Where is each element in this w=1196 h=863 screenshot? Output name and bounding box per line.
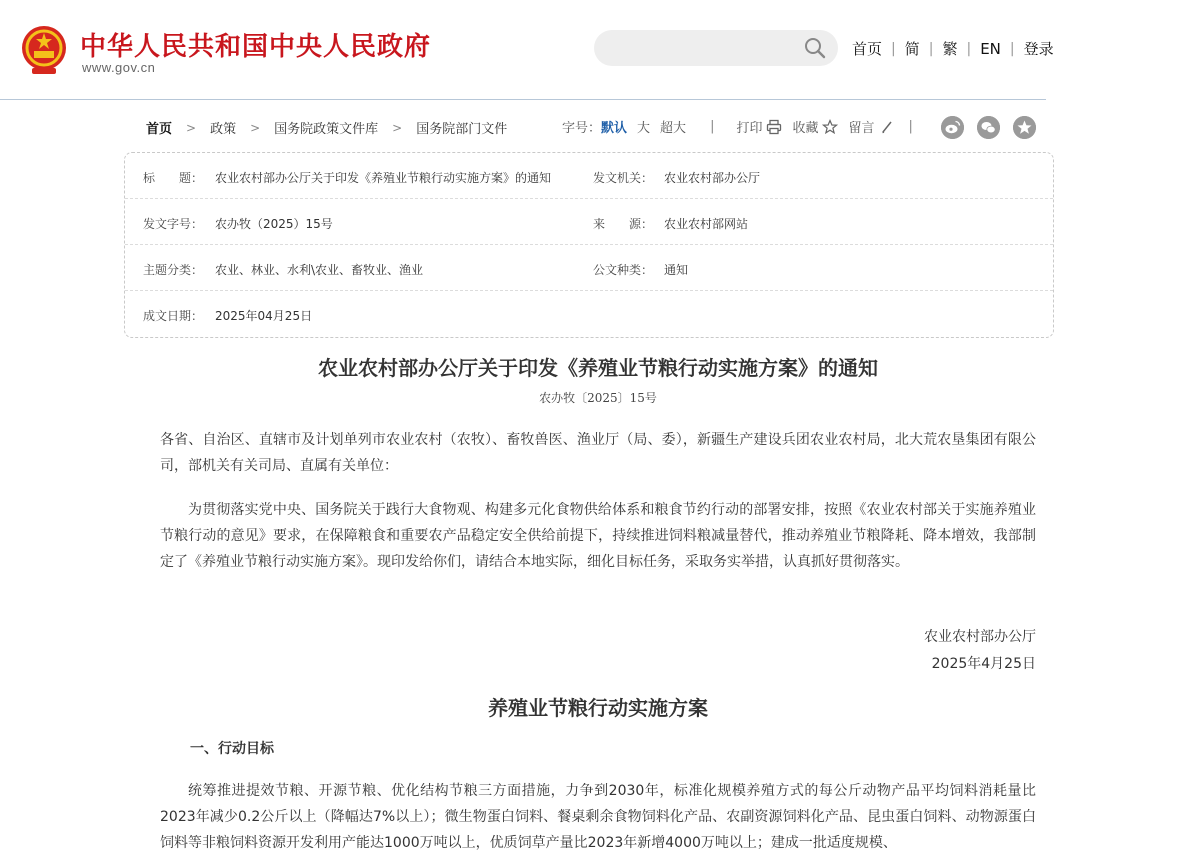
nav-simplified[interactable]: 简 [904, 40, 920, 58]
favorite-button[interactable]: 收藏 [792, 121, 819, 136]
breadcrumb-policy-library[interactable]: 国务院政策文件库 [274, 122, 379, 137]
meta-type-key: 公文种类： [593, 263, 654, 277]
font-size-xlarge-button[interactable]: 超大 [660, 121, 687, 136]
nav-separator: | [966, 40, 972, 57]
signer: 农业农村部办公厅 [924, 629, 1036, 645]
pencil-icon[interactable] [879, 119, 895, 135]
meta-topic-key: 主题分类： [143, 263, 204, 277]
meta-row [125, 245, 1053, 291]
search-input[interactable] [594, 30, 838, 66]
meta-row [125, 153, 1053, 199]
breadcrumb-toolbar-row [0, 112, 1046, 142]
meta-title-value: 农业农村部办公厅关于印发《养殖业节粮行动实施方案》的通知 [215, 171, 552, 185]
toolbar-divider: | [710, 119, 715, 134]
article-tools [562, 117, 913, 136]
meta-issuer-value: 农业农村部办公厅 [664, 171, 761, 185]
search-icon[interactable] [804, 37, 826, 59]
nav-english[interactable]: EN [980, 39, 1001, 58]
chevron-right-icon: > [392, 120, 403, 135]
meta-type-value: 通知 [664, 263, 689, 277]
breadcrumb-policy[interactable]: 政策 [210, 122, 237, 137]
meta-source-value: 农业农村部网站 [664, 217, 749, 231]
breadcrumb [146, 118, 507, 137]
nav-separator: | [928, 40, 934, 57]
meta-title-key: 标 题： [143, 171, 204, 185]
addressee-paragraph: 各省、自治区、直辖市及计划单列市农业农村（农牧）、畜牧兽医、渔业厅（局、委），新疆生产建设兵团农业农村局，北大荒农垦集团有限公司，部机关有关司局、直属有关单位： [160, 432, 1036, 474]
star-outline-icon[interactable] [822, 119, 838, 135]
meta-date-value: 2025年04月25日 [215, 309, 313, 323]
document-number: 农办牧〔2025〕15号 [539, 391, 657, 405]
site-title[interactable]: 中华人民共和国中央人民政府 [80, 32, 432, 62]
section-heading: 一、行动目标 [190, 741, 274, 757]
font-size-default-button[interactable]: 默认 [601, 121, 628, 136]
section-paragraph: 统筹推进提效节粮、开源节粮、优化结构节粮三方面措施，力争到2030年，标准化规模养殖方式的每公斤动物产品平均饲料消耗量比2023年减少0.2公斤以上（降幅达7%以上）；微生物蛋白饲料、餐桌剩余食物饲料化产品、农副资源饲料化产品、昆虫蛋白饲料、动物源蛋白饲料等非粮饲料资源开发利用产能达1000万吨以上，优质饲草产量比2023年新增4000万吨以上；建成一批适度规模、 [160, 783, 1036, 851]
meta-date-key: 成文日期： [143, 309, 204, 323]
meta-docno-value: 农办牧（2025）15号 [215, 217, 333, 231]
chevron-right-icon: > [250, 120, 261, 135]
meta-issuer-key: 发文机关： [593, 171, 654, 185]
font-size-large-button[interactable]: 大 [637, 121, 651, 136]
site-header [0, 0, 1054, 100]
comment-button[interactable]: 留言 [848, 121, 875, 136]
article-title: 农业农村部办公厅关于印发《养殖业节粮行动实施方案》的通知 [318, 356, 878, 380]
toolbar-divider: | [908, 119, 913, 134]
nav-login[interactable]: 登录 [1023, 40, 1054, 58]
printer-icon[interactable] [766, 119, 782, 135]
plan-title: 养殖业节粮行动实施方案 [488, 696, 708, 720]
sign-date: 2025年4月25日 [931, 656, 1036, 672]
print-button[interactable]: 打印 [736, 121, 763, 136]
meta-topic-value: 农业、林业、水利\农业、畜牧业、渔业 [215, 263, 424, 277]
font-size-label: 字号： [562, 121, 602, 136]
site-url[interactable]: www.gov.cn [82, 60, 156, 75]
breadcrumb-home[interactable]: 首页 [146, 122, 173, 137]
meta-row [125, 199, 1053, 245]
document-metadata-table [124, 152, 1054, 338]
breadcrumb-department-docs[interactable]: 国务院部门文件 [416, 122, 508, 137]
nav-traditional[interactable]: 繁 [942, 40, 958, 58]
star-icon[interactable] [1013, 116, 1036, 139]
nav-separator: | [891, 40, 896, 57]
meta-source-key: 来 源： [593, 217, 654, 231]
body-paragraph: 为贯彻落实党中央、国务院关于践行大食物观、构建多元化食物供给体系和粮食节约行动的部署安排，按照《农业农村部关于实施养殖业节粮行动的意见》要求，在保障粮食和重要农产品稳定安全供给前提下，持续推进饲料粮减量替代，推动养殖业节粮降耗、降本增效，我部制定了《养殖业节粮行动实施方案》。现印发给你们，请结合本地实际，细化目标任务，采取务实举措，认真抓好贯彻落实。 [160, 502, 1036, 570]
nav-separator: | [1009, 40, 1015, 57]
wechat-icon[interactable] [977, 116, 1000, 139]
chevron-right-icon: > [186, 120, 197, 135]
meta-docno-key: 发文字号： [143, 217, 204, 231]
weibo-icon[interactable] [941, 116, 964, 139]
national-emblem-icon[interactable] [19, 24, 69, 76]
nav-home[interactable]: 首页 [852, 40, 883, 58]
top-nav [852, 38, 1054, 59]
meta-row [125, 291, 1053, 337]
